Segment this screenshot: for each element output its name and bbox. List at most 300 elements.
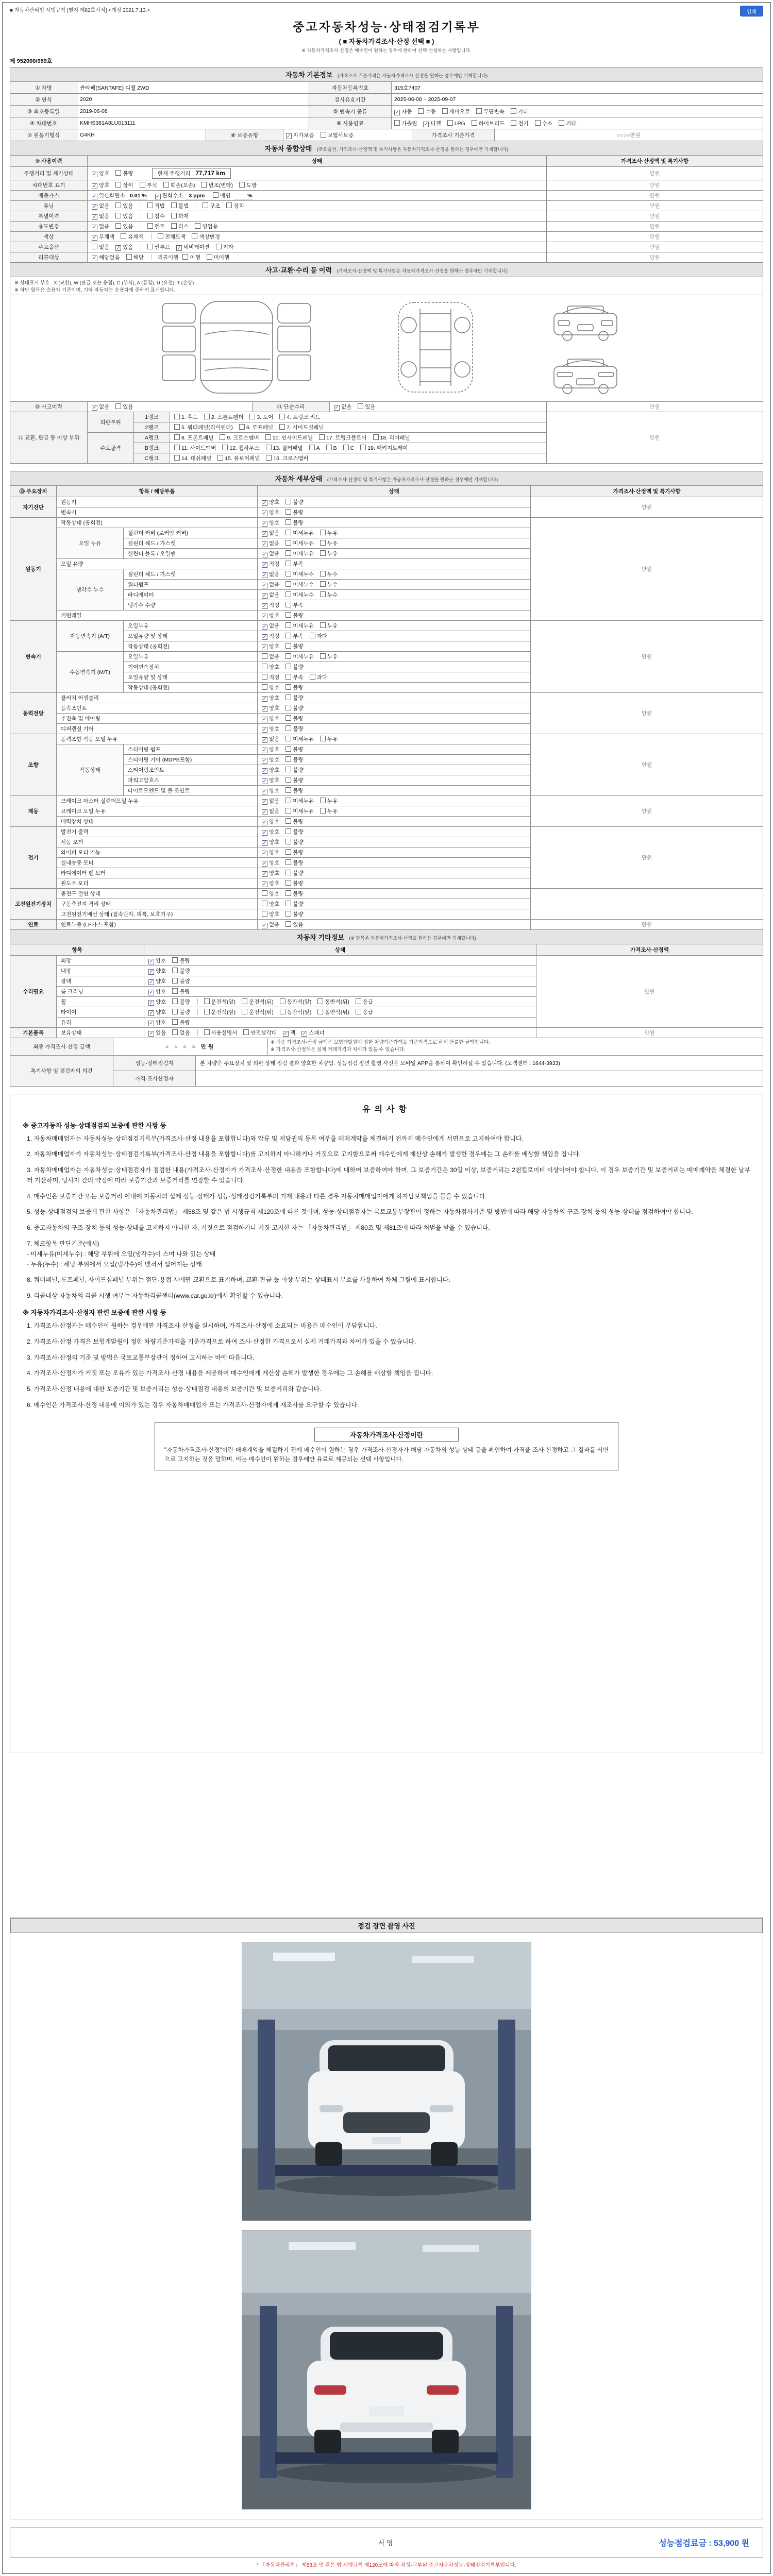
car-unfolded-diagram-icon (149, 298, 324, 399)
checkbox-option (148, 1019, 166, 1026)
unchecked-checkbox-icon (285, 643, 291, 649)
checked-checkbox-icon: ✓ (395, 109, 399, 115)
component-state (258, 528, 531, 538)
option-label: 운전석(뒤) (249, 1009, 274, 1015)
option-label: 안전삼각대 (250, 1030, 277, 1036)
field-value: 2020 (77, 94, 309, 106)
component-name: 충전구 절연 상태 (57, 889, 258, 899)
checked-checkbox-icon: ✓ (92, 225, 97, 230)
checkbox-option (121, 233, 143, 241)
accident-history-table (10, 401, 763, 412)
unchecked-checkbox-icon (285, 664, 291, 669)
unchecked-checkbox-icon (217, 455, 223, 461)
checkbox-option (285, 509, 303, 516)
checkbox-option (222, 444, 259, 452)
unchecked-checkbox-icon (115, 403, 121, 409)
summary-row (10, 180, 763, 191)
option-label: 15. 플로어패널 (225, 455, 260, 462)
checkbox-option (279, 413, 320, 421)
print-button[interactable]: 인쇄 (740, 6, 763, 16)
checkbox-option (172, 1029, 190, 1037)
unchecked-checkbox-icon (262, 901, 267, 906)
etc-col-state: 상태 (144, 944, 536, 956)
checkbox-option (262, 550, 279, 557)
device-group-name: 전기 (10, 827, 57, 889)
component-name: 파워고압호스 (124, 775, 258, 786)
etc-item-state (144, 966, 536, 976)
component-name: 오일 유량 (57, 559, 258, 569)
final-amount-value: ○ ○ ○ ○ 만원 (113, 1038, 268, 1056)
option-label: 적정 (269, 561, 280, 567)
checkbox-option (535, 120, 552, 127)
simple-repair-state (330, 402, 547, 412)
option-label: 양호 (269, 520, 280, 526)
checkbox-option (172, 977, 190, 985)
option-label: 2. 프론트펜더 (211, 414, 244, 420)
option-label: 누수 (327, 592, 338, 598)
option-label: 잭 (290, 1030, 296, 1036)
option-label: 일산화탄소 (99, 193, 125, 199)
price-cell: 만원 (547, 222, 763, 232)
option-label: 10. 인사이드패널 (272, 435, 313, 441)
option-label: 양호 (269, 747, 280, 753)
etc-item-name: 타이어 (57, 1007, 144, 1018)
checkbox-option (262, 838, 279, 846)
option-label: 적정 (269, 674, 280, 681)
unchecked-checkbox-icon (285, 622, 291, 628)
checkbox-option (92, 212, 109, 220)
rank-items (170, 453, 547, 464)
photos-wrap (10, 1933, 763, 2519)
unchecked-checkbox-icon (115, 223, 121, 229)
usage-item-label: 색상 (10, 232, 88, 242)
device-group-name: 동력전달 (10, 693, 57, 734)
option-label: 16. 크로스멤버 (273, 455, 309, 462)
detail-row (10, 889, 763, 899)
option-label: 세미오토 (449, 108, 470, 115)
option-label: 양호 (269, 664, 280, 670)
basic-info-table (10, 81, 763, 141)
checkbox-option (262, 797, 279, 805)
option-label: LPG (454, 120, 465, 127)
checkbox-option (320, 735, 338, 743)
option-label: 양호 (269, 643, 280, 650)
option-label: 있음 (123, 224, 133, 230)
component-state (258, 580, 531, 590)
panel-group-name: 주요골격 (88, 433, 134, 464)
option-label: 없음 (269, 540, 280, 547)
detail-col-state: 상태 (258, 486, 531, 497)
unchecked-checkbox-icon (285, 901, 291, 906)
option-label: 누유 (327, 654, 338, 660)
checkbox-option (262, 890, 279, 897)
checkbox-option (262, 684, 279, 691)
base-price-value: ○○○○만원 (495, 129, 763, 141)
group-divider (197, 1029, 198, 1036)
checkbox-option (147, 243, 170, 251)
component-state (258, 662, 531, 672)
checkbox-option (174, 413, 198, 421)
option-label: 미세누유 (293, 654, 314, 660)
sub-group-name: 오일 누유 (57, 528, 124, 559)
option-label: 불량 (179, 989, 190, 995)
unchecked-checkbox-icon (285, 828, 291, 834)
unchecked-checkbox-icon (201, 182, 207, 188)
unchecked-checkbox-icon (320, 591, 326, 597)
unchecked-checkbox-icon (126, 254, 132, 260)
component-state (258, 806, 531, 817)
option-label: 불량 (293, 705, 304, 711)
unchecked-checkbox-icon (171, 202, 177, 208)
checkbox-option (310, 632, 327, 640)
checkbox-option (148, 967, 166, 975)
unchecked-checkbox-icon (172, 1019, 178, 1025)
usage-item-state (88, 201, 547, 211)
unchecked-checkbox-icon (239, 424, 245, 430)
checked-checkbox-icon: ✓ (262, 727, 267, 733)
unchecked-checkbox-icon (285, 602, 291, 607)
component-name: 연료누출 (LP가스 포함) (57, 920, 258, 930)
unchecked-checkbox-icon (320, 653, 326, 659)
unchecked-checkbox-icon (172, 968, 178, 973)
checkbox-option (172, 1008, 190, 1016)
etc-item-name: 보유상태 (57, 1028, 144, 1038)
checkbox-option (320, 539, 338, 547)
unchecked-checkbox-icon (279, 424, 285, 430)
checkbox-option (285, 807, 314, 815)
unchecked-checkbox-icon (285, 705, 291, 710)
checkbox-option (280, 1008, 312, 1016)
option-label: 양호 (269, 716, 280, 722)
option-label: 누유 (327, 623, 338, 629)
etc-header (10, 929, 763, 944)
component-name: 오일누유 (124, 621, 258, 631)
car-front-rear-views (547, 298, 624, 399)
option-label: 해당 (133, 255, 144, 261)
field-value: 싼타페(SANTAFE) 디젤 2WD (77, 82, 309, 94)
final-amount-table (10, 1038, 763, 1056)
checkbox-option (285, 612, 303, 619)
checkbox-option (320, 653, 338, 660)
option-label: 없음 (269, 530, 280, 536)
unchecked-checkbox-icon (222, 445, 228, 450)
checked-checkbox-icon: ✓ (149, 1031, 154, 1037)
option-label: 있음 (123, 404, 133, 410)
checkbox-option (158, 233, 186, 241)
summary-row (10, 201, 763, 211)
notice-item: 3. 가격조사·산정의 기준 및 방법은 국토교통부장관이 정하여 고시하는 바에 따릅니다. (27, 1353, 255, 1361)
option-label: 상이 (123, 182, 133, 189)
checkbox-option (207, 253, 229, 261)
unchecked-checkbox-icon (320, 540, 326, 546)
checkbox-option (262, 921, 279, 928)
option-label: 색상변경 (199, 234, 221, 240)
inspection-fee-value: 53,900 원 (714, 2539, 749, 2548)
option-label: 자가보증 (293, 132, 314, 139)
option-label: 불량 (293, 716, 304, 722)
checkbox-option (285, 735, 314, 743)
component-state (258, 703, 531, 714)
checkbox-option (243, 1029, 277, 1037)
option-label: 전체도색 (164, 234, 186, 240)
unchecked-checkbox-icon (226, 202, 232, 208)
car-front-view-icon (547, 298, 624, 346)
checkbox-option (174, 434, 213, 442)
unchecked-checkbox-icon (115, 170, 121, 176)
car-underbody-diagram-icon (348, 298, 523, 399)
checked-checkbox-icon: ✓ (262, 768, 267, 774)
usage-item-state (88, 167, 547, 180)
group-divider (151, 233, 152, 240)
current-mileage-value: 77,717 km (195, 170, 225, 177)
component-name: 배력장치 상태 (57, 817, 258, 827)
notice-item: 3. 자동차매매업자는 자동차성능·상태점검자가 점검한 내용(가격조사·산정자가 가격조사·산정한 내용을 포함합니다)에 대하여 보증하여야 하며, 그 보증기간은 30일 이상, 보증거리는 2천킬로미터 이상이어야 합니다. 이 경우 보증기간 및 보증거리는 매매계약을 체결한 날부터 기산하며, 당사자 간의 약정에 따라 보증기간과 보증거리를 연장할 수 있습니다. (27, 1166, 750, 1184)
device-group-name: 연료 (10, 920, 57, 930)
price-basis-note: ※ 최종 가격조사·산정 금액은 보험개발원이 정한 차량기준가액을 기준가격으로 하여 산출한 금액입니다. (271, 1040, 490, 1045)
checkbox-option (285, 622, 314, 630)
unchecked-checkbox-icon (285, 561, 291, 566)
summary-header-row (10, 156, 763, 167)
option-label: 불량 (179, 1009, 190, 1015)
component-name: 디퍼렌셜 기어 (57, 724, 258, 734)
unchecked-checkbox-icon (442, 108, 448, 114)
component-state (258, 518, 531, 528)
checkbox-option (262, 519, 279, 527)
option-label: 불량 (293, 510, 304, 516)
unchecked-checkbox-icon (242, 1009, 247, 1014)
component-state (258, 775, 531, 786)
summary-row (10, 252, 763, 263)
unchecked-checkbox-icon (285, 499, 291, 504)
unchecked-checkbox-icon (262, 684, 267, 690)
checked-checkbox-icon: ✓ (283, 1031, 288, 1037)
checked-checkbox-icon: ✓ (149, 959, 154, 964)
usage-item-state (88, 252, 547, 263)
checked-checkbox-icon: ✓ (156, 194, 160, 199)
option-label: 부족 (293, 674, 304, 681)
detail-row (10, 920, 763, 930)
option-label: 불량 (293, 664, 304, 670)
opinion-row (10, 1055, 763, 1071)
etc-item-name: 유리 (57, 1018, 144, 1028)
option-label: 불량 (293, 788, 304, 794)
option-label: 전기 (518, 120, 529, 127)
basic-info-row (10, 81, 763, 94)
checkbox-option (262, 622, 279, 630)
checkbox-option (92, 170, 109, 177)
option-label: 18. 리어패널 (380, 435, 410, 441)
option-label: 불량 (293, 747, 304, 753)
legal-footnote: * 「자동차관리법」 제58조 및 같은 법 시행규칙 제120조에 따라 작성·교부된 중고자동차성능·상태점검기록부입니다. (256, 2563, 517, 2568)
inspection-photo-front (242, 1942, 531, 2221)
option-label: C (350, 445, 355, 451)
checked-checkbox-icon: ✓ (177, 245, 181, 251)
detail-col-device: ⑬ 주요장치 (10, 486, 57, 497)
option-label: 불량 (293, 613, 304, 619)
summary-col-state: 상태 (88, 156, 547, 167)
checkbox-option (216, 243, 233, 251)
checkbox-option (195, 223, 217, 230)
notice-list-2 (23, 1321, 750, 1411)
option-label: 미세누유 (293, 540, 314, 547)
unchecked-checkbox-icon (320, 581, 326, 587)
option-label: 양호 (269, 829, 280, 835)
option-label: 동반석(뒤) (325, 1009, 349, 1015)
checkbox-option (262, 581, 279, 588)
unchecked-checkbox-icon (559, 120, 564, 126)
component-state (258, 889, 531, 899)
document-page (2, 2, 771, 2574)
checkbox-option (262, 653, 279, 660)
option-label: 불량 (179, 978, 190, 985)
option-label: 양호 (156, 999, 166, 1005)
notice-item: 2. 자동차매매업자가 자동차성능·상태점검기록부(가격조사·산정 내용을 포함합니다)를 고지하지 아니하거나 거짓으로 고지함으로써 매수인에게 재산상 손해가 발생한 경우에는 그 손해를 배상할 책임을 집니다. (27, 1150, 581, 1158)
field-value (283, 129, 412, 141)
unchecked-checkbox-icon (207, 254, 212, 260)
field-label: ① 차명 (10, 82, 77, 94)
accident-title: 사고·교환·수리 등 이력 (265, 266, 332, 274)
option-label: 미세누유 (293, 808, 314, 815)
unchecked-checkbox-icon (320, 798, 326, 803)
checkbox-option (285, 797, 314, 805)
checked-checkbox-icon: ✓ (262, 583, 267, 588)
group-divider (197, 998, 198, 1005)
price-cell: 만원 (547, 167, 763, 180)
checkbox-option (447, 120, 465, 127)
option-label: 스패너 (309, 1030, 325, 1036)
summary-col-price: 가격조사·산정액 및 특기사항 (547, 156, 763, 167)
unchecked-checkbox-icon (373, 434, 379, 440)
unchecked-checkbox-icon (394, 120, 400, 126)
option-label: 6. 루프패널 (246, 425, 274, 431)
component-name: 추진축 및 베어링 (57, 714, 258, 724)
opinion-table (10, 1055, 763, 1087)
sub-group-name: 냉각수 누수 (57, 569, 124, 611)
checkbox-option (262, 539, 279, 547)
component-name: 스티어링 기어 (MDPS포함) (124, 755, 258, 765)
checkbox-option (115, 212, 133, 220)
option-label: 응급 (362, 999, 374, 1005)
unchecked-checkbox-icon (320, 622, 326, 628)
price-cell: 만원 (531, 497, 763, 518)
checkbox-option (285, 642, 303, 650)
checkbox-option (115, 403, 133, 411)
device-group-name: 고전원전기장치 (10, 889, 57, 920)
checkbox-option (172, 988, 190, 995)
summary-title: 자동차 종합상태 (264, 145, 312, 152)
checkbox-option (285, 849, 303, 856)
summary-row (10, 211, 763, 222)
notice-item: 5. 가격조사·산정 내용에 대한 보증기간 및 보증거리는 성능·상태점검 내용의 보증기간 및 보증거리와 같습니다. (27, 1385, 322, 1393)
unchecked-checkbox-icon (216, 244, 222, 249)
unchecked-checkbox-icon (115, 213, 121, 218)
option-label: 1. 후드 (181, 414, 198, 420)
checked-checkbox-icon: ✓ (149, 969, 154, 975)
option-label: 양호 (269, 685, 280, 691)
unchecked-checkbox-icon (242, 998, 247, 1004)
option-label: 없음 (99, 404, 110, 410)
checkbox-option (115, 181, 133, 189)
checkbox-option (115, 223, 133, 230)
checkbox-option (262, 663, 279, 671)
checkbox-option (217, 454, 260, 462)
basic-info-row (10, 129, 763, 141)
checked-checkbox-icon: ✓ (116, 245, 121, 251)
option-label: 양호 (269, 705, 280, 711)
option-label: 불량 (123, 171, 133, 177)
top-form-block (10, 67, 763, 464)
unchecked-checkbox-icon (285, 870, 291, 875)
checkbox-option (285, 694, 303, 702)
checkbox-option (285, 921, 303, 928)
checkbox-option (242, 998, 274, 1006)
sub-group-name: 수동변속기 (M/T) (57, 652, 124, 693)
component-name: 워터펌프 (124, 580, 258, 590)
checked-checkbox-icon: ✓ (262, 593, 267, 599)
option-label: 해당없음 (99, 255, 120, 261)
unchecked-checkbox-icon (280, 1009, 285, 1014)
checked-checkbox-icon: ✓ (262, 624, 267, 630)
checked-checkbox-icon: ✓ (262, 614, 267, 619)
option-label: 침수 (154, 213, 165, 219)
option-label: 없음 (269, 922, 280, 928)
checked-checkbox-icon: ✓ (262, 603, 267, 609)
checked-checkbox-icon: ✓ (92, 183, 97, 189)
price-cell: 만원 (547, 242, 763, 252)
component-state (258, 590, 531, 600)
detail-note: (가격조사·산정액 및 특기사항은 자동차가격조사·산정을 원하는 경우에만 기재합니다) (327, 477, 498, 482)
checkbox-option (174, 454, 211, 462)
unchecked-checkbox-icon (285, 571, 291, 577)
option-label: 양호 (269, 839, 280, 845)
checkbox-option (174, 444, 216, 452)
checkbox-option (285, 550, 314, 557)
component-state (258, 765, 531, 775)
price-cell: 만원 (536, 956, 763, 1028)
checkbox-option (262, 869, 279, 877)
rank-items (170, 422, 547, 433)
etc-row (10, 956, 763, 966)
current-mileage (152, 168, 231, 179)
etc-note: (※ 항목은 자동차가격조사·산정을 원하는 경우에만 기재합니다) (349, 936, 476, 941)
unchecked-checkbox-icon (174, 424, 180, 430)
option-label: 양호 (269, 757, 280, 763)
checkbox-option (147, 223, 165, 230)
option-label: 운전석(뒤) (249, 999, 274, 1005)
summary-row (10, 242, 763, 252)
unchecked-checkbox-icon (343, 445, 349, 450)
etc-item-state (144, 997, 536, 1007)
device-group-name: 제동 (10, 796, 57, 827)
unchecked-checkbox-icon (310, 633, 315, 638)
summary-row (10, 191, 763, 201)
detail-row (10, 734, 763, 744)
checked-checkbox-icon: ✓ (92, 235, 97, 241)
accident-history-row (10, 402, 763, 412)
checkbox-option (220, 434, 259, 442)
component-state (258, 549, 531, 559)
component-state (258, 899, 531, 909)
component-name: 작동상태 (공회전) (124, 641, 258, 652)
option-label: 불법 (178, 203, 189, 209)
notice-item: 1. 가격조사·산정자는 매수인이 원하는 경우에만 가격조사·산정을 실시하며, 가격조사·산정에 소요되는 비용은 매수인이 부담합니다. (27, 1322, 377, 1330)
option-label: 양호 (269, 860, 280, 866)
notice-item: 8. 쿼터패널, 루프패널, 사이드실패널 부위는 절단·용접 시에만 교환으로 표기하며, 교환·판금 등 이상 부위는 상태표시 부호를 사용하여 차체 그림에 표시합니다. (27, 1276, 450, 1284)
notice-item: 4. 가격조사·산정자가 거짓 또는 오류가 있는 가격조사·산정 내용을 제공하여 매수인에게 재산상 손해가 발생한 경우에는 그 손해를 배상할 책임을 집니다. (27, 1369, 433, 1377)
unchecked-checkbox-icon (174, 455, 180, 461)
option-label: 있음 (123, 213, 133, 219)
component-state (258, 652, 531, 662)
